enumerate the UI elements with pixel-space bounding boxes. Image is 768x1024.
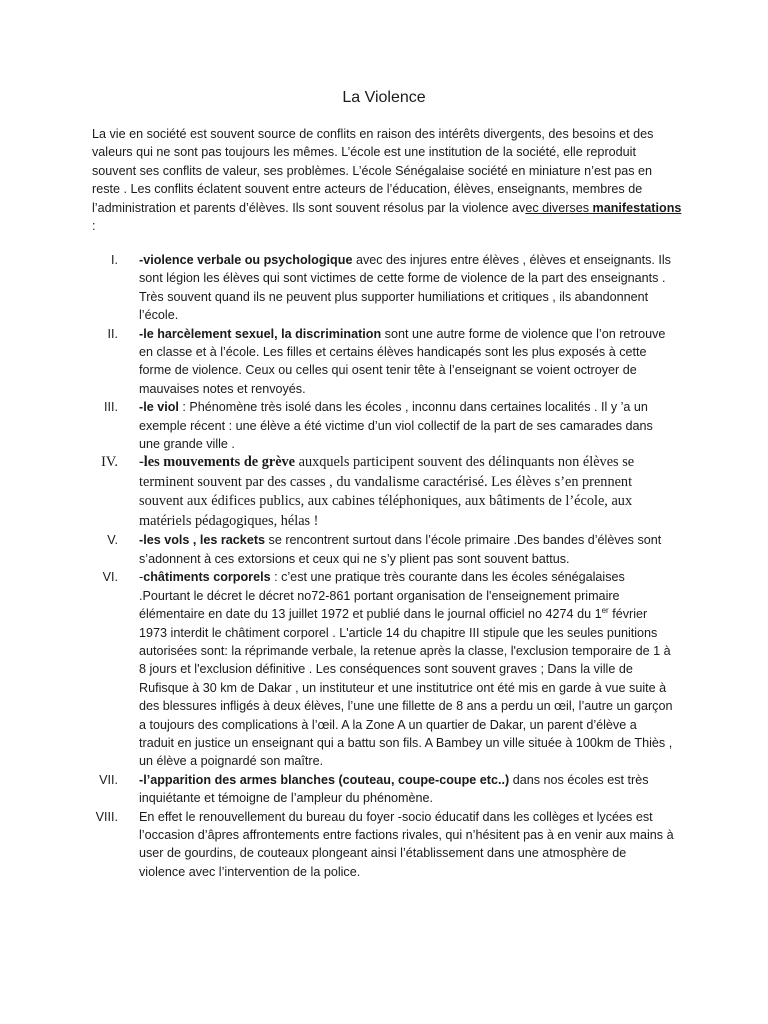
ordinal-superscript: er [601, 605, 609, 615]
list-item [0, 325, 675, 399]
item-number: IV. [101, 454, 118, 471]
item-text: avec des injures entre élèves , élèves et enseignants. Ils sont légion les élèves qui sont victimes de cette forme de violence de la part des enseignants . Très souvent quand ils ne peuvent plus supporter humiliations et critiques , ils abandonnent l’école. [139, 253, 671, 323]
list-item [0, 453, 675, 531]
intro-text: La vie en société est souvent source de conflits en raison des intérêts divergents, des besoins et des valeurs qui ne sont pas toujours les mêmes. L’école est une institution de la société, elle reproduit souvent ses conflits de valeur, ses problèmes. L’école Sénégalaise société en miniature n’est pas en reste . Les conflits éclatent souvent entre acteurs de l’éducation, élèves, enseignants, membres de l’administration et parents d’élèves. Ils sont souvent résolus par la violence av [92, 127, 654, 215]
item-heading: -le harcèlement sexuel, la discrimination [139, 326, 382, 341]
item-text: : Phénomène très isolé dans les écoles , inconnu dans certaines localités . Il y ’a un exemple récent : une élève a été victime d’un viol collectif de la part de ses camarades dans une grande ville . [139, 400, 653, 452]
item-number: III. [104, 400, 118, 415]
intro-bold: manifestations [592, 200, 682, 215]
list-item [0, 398, 675, 453]
item-heading: -les vols , les rackets [139, 533, 266, 548]
item-number: II. [107, 326, 118, 341]
item-number: VIII. [95, 809, 118, 824]
item-text: : c’est une pratique très courante dans les écoles sénégalaises .Pourtant le décret le décret no72-861 portant organisation de l'enseignement primaire élémentaire en date du 13 juillet 1972 et publié dans le journal officiel no 4274 du 1 [139, 570, 625, 622]
item-number: I. [111, 253, 118, 267]
list-item [0, 771, 675, 808]
list-item [0, 568, 675, 770]
list-item [0, 531, 675, 568]
item-text: auxquels participent souvent des délinquants non élèves se terminent souvent par des casses , du vandalisme caractérisé. Les élèves s’en prennent souvent aux édifices publics, aux cabines téléphoniques, aux bâtiments de l’école, aux matériels pédagogiques, hélas ! [139, 454, 635, 529]
item-text-continued: février 1973 interdit le châtiment corporel . L'article 14 du chapitre III stipule que les seules punitions autorisées sont: la réprimande verbale, la retenue après la classe, l'exclusion temporaire de 1 à 8 jours et l'exclusion définitive . Les conséquences sont souvent graves ; Dans la ville de Rufisque à 30 km de Dakar , un instituteur et une institutrice ont été mis en garde à vue suite à des blessures infligés à deux élèves, l’une une fillette de 8 ans a perdu un œil, l’autre un garçon a toujours des complications à l’œil. A la Zone A un quartier de Dakar, un parent d’élève a traduit en justice un enseignant qui a battu son fils. A Bambey un ville située à 100km de Thiès , un élève a poignardé son maître. [139, 607, 673, 769]
item-heading: -les mouvements de grève [139, 454, 296, 471]
intro-after: : [92, 219, 96, 234]
item-number: VII. [99, 772, 118, 787]
intro-underlined: ec diverses [525, 200, 593, 215]
document-title: La Violence [342, 89, 426, 106]
item-heading: -l’apparition des armes blanches (couteau, coupe-coupe etc..) [139, 772, 510, 787]
item-heading: -violence verbale ou psychologique [139, 253, 353, 267]
list-item [0, 251, 675, 325]
item-heading: -le viol [139, 400, 179, 415]
intro-paragraph [92, 125, 682, 235]
list-item [0, 808, 675, 882]
item-number: V. [107, 533, 118, 548]
item-heading: châtiments corporels [143, 570, 271, 585]
item-text: se rencontrent surtout dans l’école primaire .Des bandes d’élèves sont s’adonnent à ces extorsions et ceux qui ne s’y plient pas sont souvent battus. [139, 533, 662, 566]
item-text: sont une autre forme de violence que l’on retrouve en classe et à l’école. Les filles et certains élèves handicapés sont les plus exposés à cette forme de violence. Ceux ou celles qui osent tenir tête à l’enseignant se voient octroyer de mauvaises notes et renvoyés. [139, 326, 666, 396]
item-number: VI. [102, 570, 118, 585]
item-text: dans nos écoles est très inquiétante et témoigne de l’ampleur du phénomène. [139, 772, 649, 806]
item-prefix: - [139, 570, 144, 585]
item-text: En effet le renouvellement du bureau du foyer -socio éducatif dans les collèges et lycées est l’occasion d’âpres affrontements entre factions rivales, qui n’hésitent pas à en venir aux mains à user de gourdins, de couteaux plongeant ainsi l’établissement dans une atmosphère de violence avec l’intervention de la police. [139, 809, 674, 879]
violence-list [0, 251, 768, 881]
